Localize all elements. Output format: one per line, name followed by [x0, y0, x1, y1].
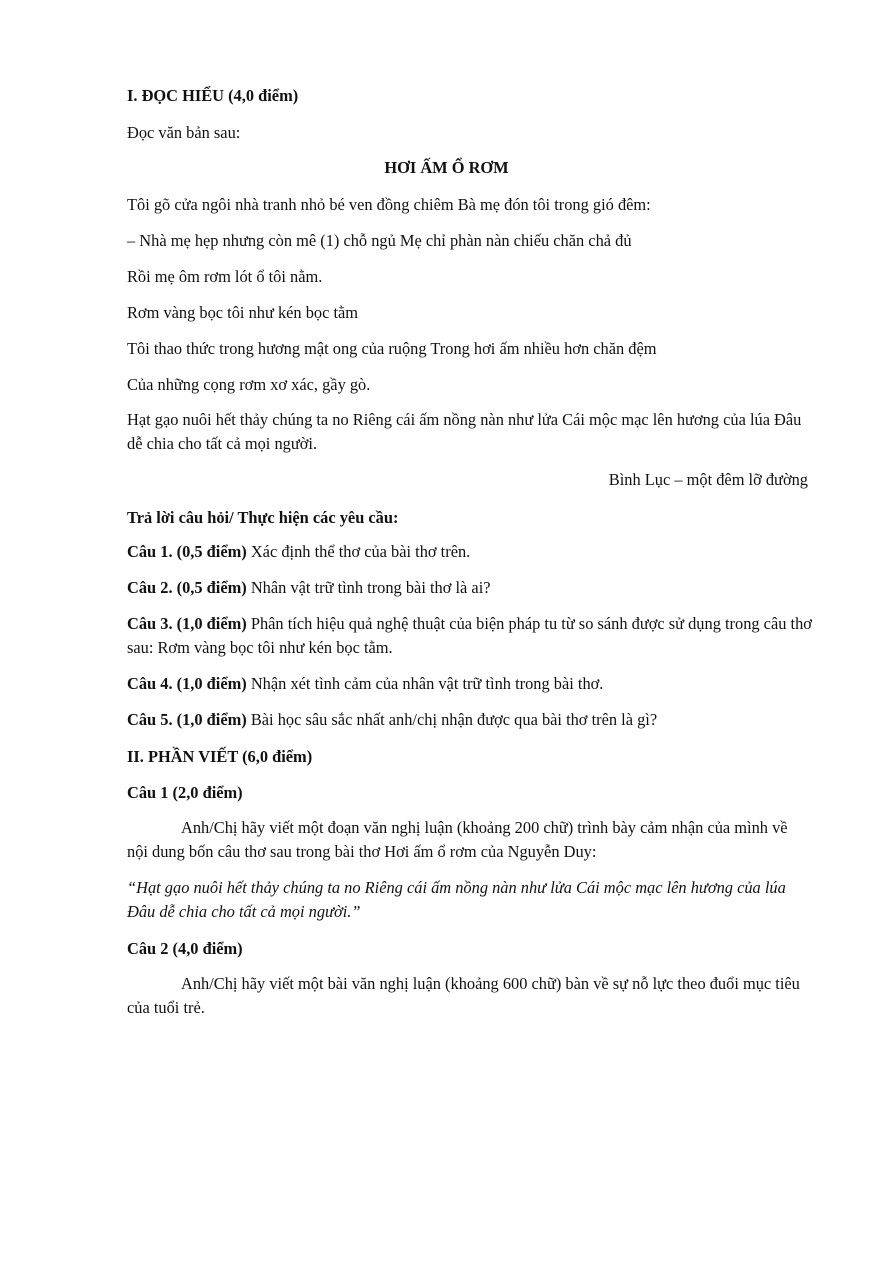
writing-question-2-label: Câu 2 (4,0 điểm) [127, 939, 243, 958]
writing-question-1-prompt: Anh/Chị hãy viết một đoạn văn nghị luận (khoảng 200 chữ) trình bày cảm nhận của mình về nội dung bốn câu thơ sau trong bài thơ Hơi ấm ổ rơm của Nguyễn Duy: [127, 818, 788, 861]
question-text: Nhận xét tình cảm của nhân vật trữ tình trong bài thơ. [246, 674, 604, 693]
question-1 [127, 544, 470, 560]
poem-line: – Nhà mẹ hẹp nhưng còn mê (1) chỗ ngủ Mẹ chỉ phàn nàn chiếu chăn chả đủ [127, 231, 632, 250]
reading-intro: Đọc văn bản sau: [127, 123, 241, 142]
question-2 [127, 580, 491, 596]
poem-line: Của những cọng rơm xơ xác, gầy gò. [127, 375, 371, 394]
poem-line-wrapped: Hạt gạo nuôi hết thảy chúng ta no Riêng cái ấm nồng nàn như lửa Cái mộc mạc lên hương của lúa Đâu dễ chia cho tất cả mọi người. [127, 410, 802, 453]
poem-line: Rồi mẹ ôm rơm lót ổ tôi nằm. [127, 267, 323, 286]
question-text: Nhân vật trữ tình trong bài thơ là ai? [246, 578, 491, 597]
question-label: Câu 1. (0,5 điểm) [127, 542, 247, 561]
writing-question-2-prompt: Anh/Chị hãy viết một bài văn nghị luận (khoảng 600 chữ) bàn về sự nỗ lực theo đuổi mục tiêu của tuổi trẻ. [127, 974, 800, 1017]
section2-heading: II. PHẦN VIẾT (6,0 điểm) [127, 747, 313, 766]
question-text: Bài học sâu sắc nhất anh/chị nhận được qua bài thơ trên là gì? [246, 710, 658, 729]
instructions-heading: Trả lời câu hỏi/ Thực hiện các yêu cầu: [127, 508, 399, 527]
writing-question-1-label: Câu 1 (2,0 điểm) [127, 783, 243, 802]
section1-heading: I. ĐỌC HIỂU (4,0 điểm) [127, 86, 299, 105]
question-label: Câu 2. (0,5 điểm) [127, 578, 247, 597]
question-text: Xác định thể thơ của bài thơ trên. [246, 542, 471, 561]
question-label: Câu 5. (1,0 điểm) [127, 710, 247, 729]
poem-title: HƠI ẤM Ổ RƠM [384, 158, 509, 177]
poem-line: Rơm vàng bọc tôi như kén bọc tằm [127, 303, 359, 322]
question-3 [127, 612, 812, 660]
question-4 [127, 676, 603, 692]
poem-source: Bình Lục – một đêm lỡ đường [608, 470, 808, 489]
poem-line: Tôi thao thức trong hương mật ong của ruộng Trong hơi ấm nhiều hơn chăn đệm [127, 339, 657, 358]
question-5 [127, 712, 657, 728]
question-text: Phân tích hiệu quả nghệ thuật của biện pháp tu từ so sánh được sử dụng trong câu thơ sau: Rơm vàng bọc tôi như kén bọc tằm. [127, 614, 812, 657]
poem-line: Tôi gõ cửa ngôi nhà tranh nhỏ bé ven đồng chiêm Bà mẹ đón tôi trong gió đêm: [127, 195, 651, 214]
writing-question-1-quote: “Hạt gạo nuôi hết thảy chúng ta no Riêng cái ấm nồng nàn như lửa Cái mộc mạc lên hương của lúa Đâu dễ chia cho tất cả mọi người.” [127, 878, 786, 921]
question-label: Câu 3. (1,0 điểm) [127, 614, 247, 633]
question-label: Câu 4. (1,0 điểm) [127, 674, 247, 693]
